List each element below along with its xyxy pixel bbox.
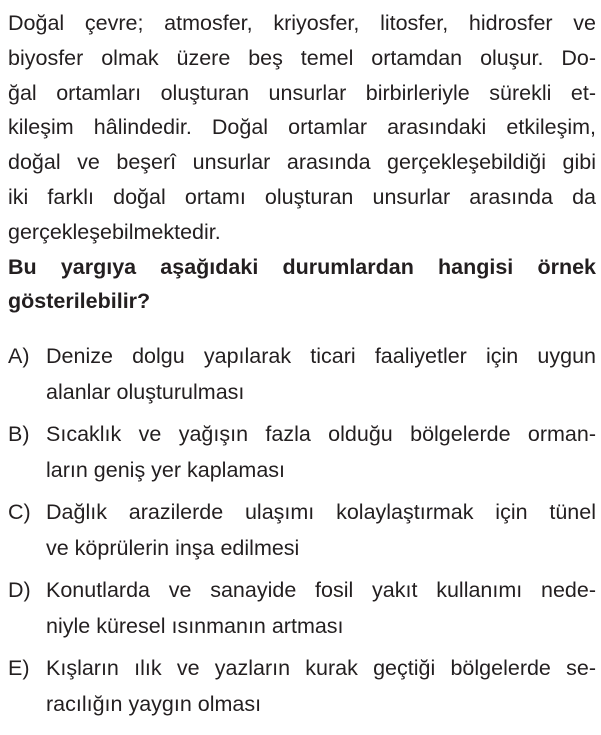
passage-line: gerçekleşebilmektedir. bbox=[8, 219, 221, 244]
option-b[interactable] bbox=[8, 416, 596, 494]
option-line: ve köprülerin inşa edilmesi bbox=[46, 536, 300, 561]
passage-line: biyosfer olmak üzere beş temel ortamdan oluşur. Do- bbox=[8, 45, 596, 70]
option-c[interactable] bbox=[8, 494, 596, 572]
option-line: Denize dolgu yapılarak ticari faaliyetler için uygun bbox=[46, 344, 596, 369]
passage-text bbox=[8, 6, 596, 250]
option-letter: E) bbox=[8, 656, 30, 681]
option-d[interactable] bbox=[8, 572, 596, 650]
question-page bbox=[8, 6, 596, 728]
option-letter: A) bbox=[8, 344, 30, 369]
option-a[interactable] bbox=[8, 338, 596, 416]
passage-line: Doğal çevre; atmosfer, kriyosfer, litosfer, hidrosfer ve bbox=[8, 11, 596, 35]
question-line: gösterilebilir? bbox=[8, 289, 151, 314]
passage-line: iki farklı doğal ortamı oluşturan unsurlar arasında da bbox=[8, 184, 596, 209]
option-text bbox=[46, 416, 596, 488]
option-letter: C) bbox=[8, 500, 31, 525]
option-letter: D) bbox=[8, 578, 31, 603]
option-text bbox=[46, 650, 596, 722]
passage-line: kileşim hâlindedir. Doğal ortamlar arasındaki etkileşim, bbox=[8, 115, 596, 140]
passage-line: ğal ortamları oluşturan unsurlar birbirleriyle sürekli et- bbox=[8, 80, 596, 105]
option-line: racılığın yaygın olması bbox=[46, 692, 262, 717]
option-line: Kışların ılık ve yazların kurak geçtiği bölgelerde se- bbox=[46, 656, 596, 681]
option-text bbox=[46, 572, 596, 644]
option-text bbox=[46, 338, 596, 410]
answer-options bbox=[8, 338, 596, 728]
question-line: Bu yargıya aşağıdaki durumlardan hangisi örnek bbox=[8, 254, 596, 279]
option-line: Dağlık arazilerde ulaşımı kolaylaştırmak için tünel bbox=[46, 500, 596, 525]
option-line: ların geniş yer kaplaması bbox=[46, 458, 285, 483]
option-line: niyle küresel ısınmanın artması bbox=[46, 614, 344, 639]
option-text bbox=[46, 494, 596, 566]
option-line: Sıcaklık ve yağışın fazla olduğu bölgelerde orman- bbox=[46, 422, 596, 447]
option-line: alanlar oluşturulması bbox=[46, 380, 245, 405]
option-letter: B) bbox=[8, 422, 30, 447]
option-e[interactable] bbox=[8, 650, 596, 728]
passage-line: doğal ve beşerî unsurlar arasında gerçekleşebildiği gibi bbox=[8, 150, 596, 175]
option-line: Konutlarda ve sanayide fosil yakıt kullanımı nede- bbox=[46, 578, 596, 603]
question-stem bbox=[8, 250, 596, 320]
